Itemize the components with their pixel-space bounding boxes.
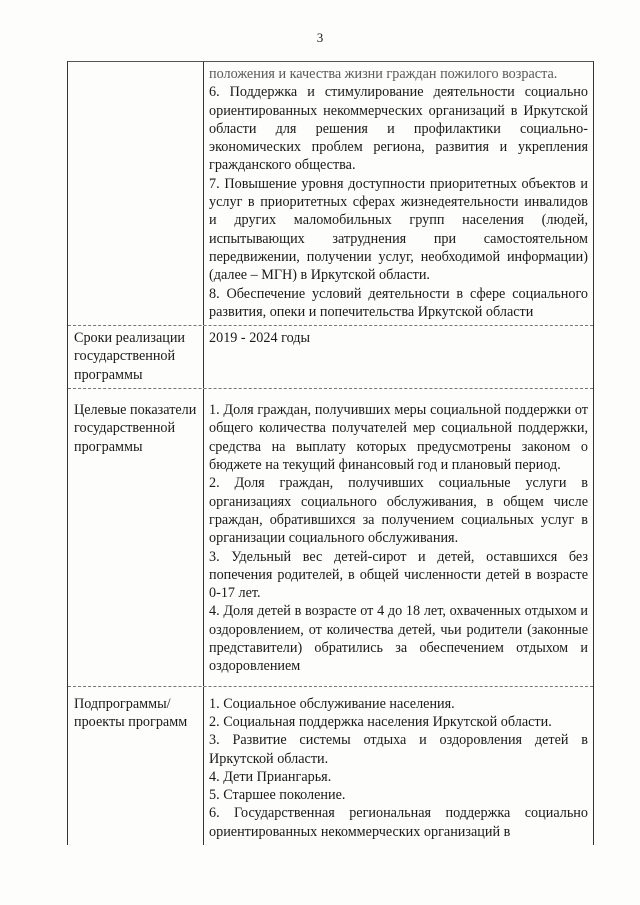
row-content (204, 62, 593, 325)
list-item: положения и качества жизни граждан пожилого возраста. (209, 66, 558, 82)
list-item: 3. Развитие системы отдыха и оздоровления детей в Иркутской области. (209, 732, 588, 767)
list-item: 4. Доля детей в возрасте от 4 до 18 лет, охваченных отдыхом и оздоровлением, от количества детей, чьи родители (законные представители) обратились за обеспечением отдыхом и оздоровлением (209, 603, 588, 675)
row-content (204, 389, 593, 685)
program-passport-table (67, 61, 594, 845)
list-item: 8. Обеспечение условий деятельности в сфере социального развития, опеки и попечительства Иркутской области (209, 285, 588, 320)
table-row-implementation-period (68, 326, 593, 389)
row-label: Подпрограммы/ проекты программ (68, 687, 204, 845)
list-item: 2019 - 2024 годы (209, 330, 311, 347)
row-label (68, 62, 204, 325)
list-item: 3. Удельный вес детей-сирот и детей, оставшихся без попечения родителей, в общей численности детей в возрасте 0-17 лет. (209, 548, 588, 602)
table-row-goals-continued (68, 62, 593, 326)
table-row-target-indicators (68, 389, 593, 686)
list-item: 6. Государственная региональная поддержка социально ориентированных некоммерческих организаций в (209, 805, 588, 840)
list-item: 2. Социальная поддержка населения Иркутской области. (209, 713, 552, 730)
list-item: 4. Дети Приангарья. (209, 768, 332, 785)
page-number: 3 (316, 30, 324, 45)
list-item: 2. Доля граждан, получивших социальные услуги в организациях социального обслуживания, в общем числе граждан, обратившихся за получением социальных услуг в организации социального обслуживания. (209, 475, 588, 547)
list-item: 1. Социальное обслуживание населения. (209, 695, 455, 712)
list-item: 7. Повышение уровня доступности приоритетных объектов и услуг в приоритетных сферах жизнедеятельности инвалидов и других маломобильных групп населения (людей, испытывающих затруднения при самостоятельном передвижении, получении услуг, необходимой информации) (далее – МГН) в Иркутской области. (209, 175, 588, 284)
row-content (204, 687, 593, 845)
list-item: 6. Поддержка и стимулирование деятельности социально ориентированных некоммерческих организаций в Иркутской области для решения и профилактики социально-экономических проблем региона, развития и укрепления гражданского общества. (209, 84, 588, 174)
row-content (204, 326, 593, 388)
table-row-subprograms (68, 687, 593, 845)
list-item: 1. Доля граждан, получивших меры социальной поддержки от общего количества получателей мер социальной поддержки, средства на выплату которых предусмотрены законом о бюджете на текущий финансовый год и плановый период. (209, 402, 588, 474)
row-label: Сроки реализации государственной программы (68, 326, 204, 388)
list-item: 5. Старшее поколение. (209, 787, 346, 804)
row-label: Целевые показатели государственной программы (68, 389, 204, 685)
